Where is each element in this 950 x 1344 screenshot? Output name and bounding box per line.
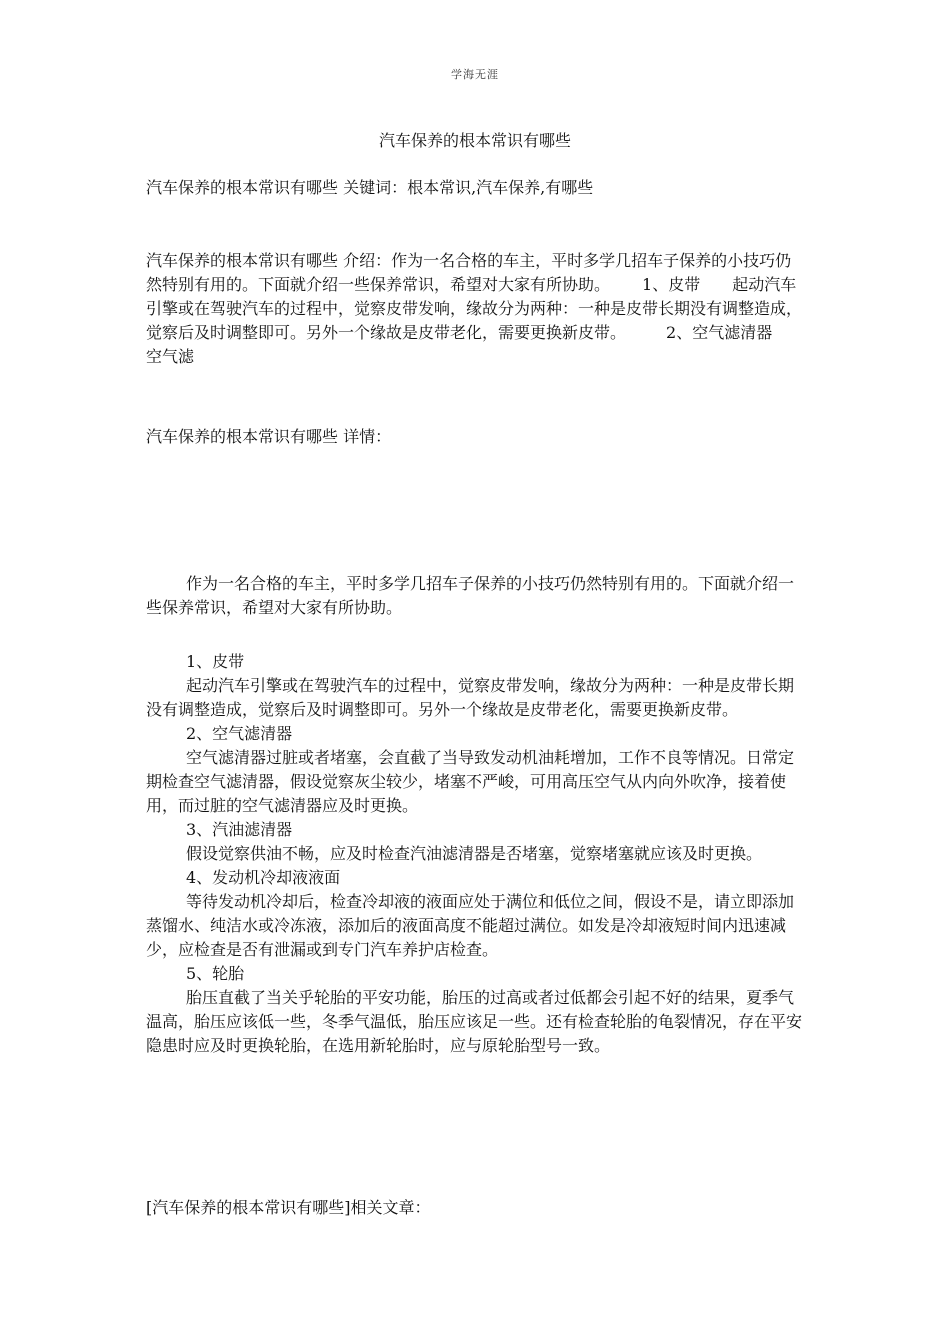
article-body [146, 572, 806, 1058]
page-title: 汽车保养的根本常识有哪些 [378, 131, 571, 150]
section-heading: 5、轮胎 [186, 964, 245, 983]
intro-text: 汽车保养的根本常识有哪些 介绍：作为一名合格的车主，平时多学几招车子保养的小技巧仍然特别有用的。下面就介绍一些保养常识，希望对大家有所协助。 [146, 251, 792, 294]
section-text: 假设觉察供油不畅，应及时检查汽油滤清器是否堵塞，觉察堵塞就应该及时更换。 [186, 844, 763, 863]
section-text: 胎压直截了当关乎轮胎的平安功能，胎压的过高或者过低都会引起不好的结果，夏季气温高，胎压应该低一些，冬季气温低，胎压应该足一些。还有检查轮胎的龟裂情况，存在平安隐患时应及时更换轮胎，在选用新轮胎时，应与原轮胎型号一致。 [146, 988, 803, 1055]
section-text: 起动汽车引擎或在驾驶汽车的过程中，觉察皮带发响，缘故分为两种：一种是皮带长期没有调整造成，觉察后及时调整即可。另外一个缘故是皮带老化，需要更换新皮带。 [146, 676, 795, 719]
section-heading: 3、汽油滤清器 [186, 820, 293, 839]
detail-label: 汽车保养的根本常识有哪些 详情： [146, 427, 392, 446]
section-heading: 4、发动机冷却液液面 [186, 868, 341, 887]
page-header: 学海无涯 [451, 68, 499, 81]
intro-text-2: 起动汽车引擎或在驾驶汽车的过程中，觉察皮带发响，缘故分为两种：一种是皮带长期没有调整造成，觉察后及时调整即可。另外一个缘故是皮带老化，需要更换新皮带。 [146, 275, 803, 342]
keywords-line: 汽车保养的根本常识有哪些 关键词：根本常识,汽车保养,有哪些 [146, 178, 594, 197]
section-heading: 2、空气滤清器 [186, 724, 293, 743]
intro-paragraph [146, 249, 806, 369]
section-text: 空气滤清器过脏或者堵塞，会直截了当导致发动机油耗增加，工作不良等情况。日常定期检查空气滤清器，假设觉察灰尘较少，堵塞不严峻，可用高压空气从内向外吹净，接着使用，而过脏的空气滤清器应及时更换。 [146, 748, 795, 815]
intro-text-3: 空气滤 [146, 347, 195, 366]
section-text: 等待发动机冷却后，检查冷却液的液面应处于满位和低位之间，假设不是，请立即添加蒸馏水、纯洁水或冷冻液，添加后的液面高度不能超过满位。如发是冷却液短时间内迅速减少，应检查是否有泄漏或到专门汽车养护店检查。 [146, 892, 795, 959]
intro-heading-1: 1、皮带 [642, 275, 701, 294]
related-articles-label: [汽车保养的根本常识有哪些]相关文章： [146, 1198, 431, 1217]
section-heading: 1、皮带 [186, 652, 245, 671]
intro-heading-2: 2、空气滤清器 [666, 323, 773, 342]
opening-paragraph: 作为一名合格的车主，平时多学几招车子保养的小技巧仍然特别有用的。下面就介绍一些保养常识，希望对大家有所协助。 [146, 574, 795, 617]
